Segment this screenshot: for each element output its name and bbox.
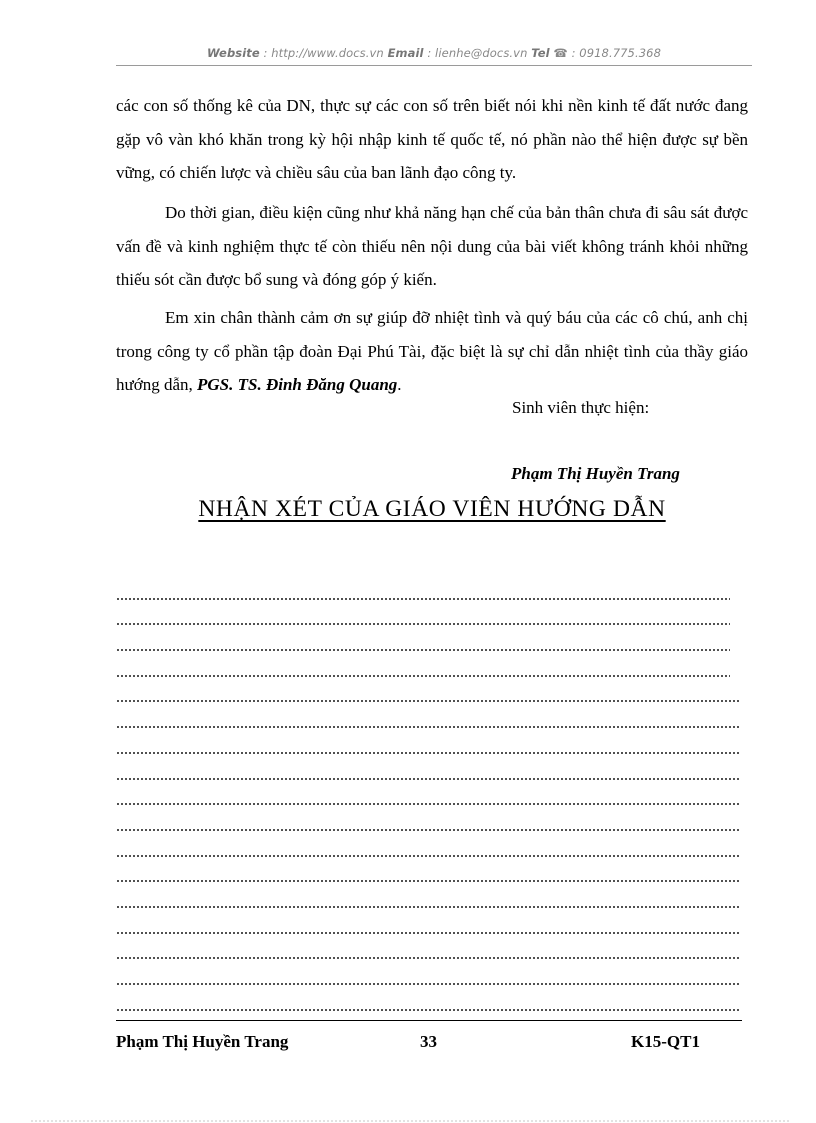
- signature-label: Sinh viên thực hiện:: [512, 398, 650, 417]
- email-label: Email: [387, 46, 424, 60]
- class-code: K15-QT1: [631, 1032, 700, 1051]
- thanks-end: .: [397, 375, 402, 394]
- page-number: 33: [420, 1032, 437, 1051]
- footer-divider: [116, 1020, 742, 1021]
- section-title-text: NHẬN XÉT CỦA GIÁO VIÊN HƯỚNG DẪN: [198, 496, 666, 522]
- signature-name: Phạm Thị Huyền Trang: [511, 464, 680, 483]
- paragraph-limitations: Do thời gian, điều kiện cũng như khả năng hạn chế của bản thân chưa đi sâu sát được vấn đề và kinh nghiệm thực tế còn thiếu nên nội dung của bài viết không tránh khỏi những thiếu sót cần được bổ sung và đóng góp ý kiến.: [116, 203, 748, 289]
- footer-author: Phạm Thị Huyền Trang: [116, 1032, 289, 1051]
- tel-label: Tel: [531, 46, 550, 60]
- advisor-name: PGS. TS. Đinh Đăng Quang: [197, 375, 398, 394]
- header-divider: [116, 65, 752, 66]
- email-value: : lienhe@docs.vn: [423, 46, 532, 60]
- paragraph-thanks: [116, 301, 748, 402]
- page-bottom-border: [30, 1120, 790, 1122]
- section-title: [116, 496, 748, 523]
- paragraph-intro: các con số thống kê của DN, thực sự các con số trên biết nói khi nền kinh tế đất nước đang gặp vô vàn khó khăn trong kỳ hội nhập kinh tế quốc tế, nó phần nào thể hiện được sự bền vững, có chiến lược và chiều sâu của ban lãnh đạo công ty.: [116, 96, 748, 182]
- website-label: Website: [207, 46, 260, 60]
- tel-value: ☎ : 0918.775.368: [549, 46, 661, 60]
- thanks-text: Em xin chân thành cảm ơn sự giúp đỡ nhiệt tình và quý báu của các cô chú, anh chị trong công ty cổ phần tập đoàn Đại Phú Tài, đặc biệt là sự chỉ dẫn nhiệt tình của thầy giáo hướng dẫn,: [116, 308, 748, 394]
- website-value: : http://www.docs.vn: [259, 46, 388, 60]
- page-header: [116, 46, 752, 60]
